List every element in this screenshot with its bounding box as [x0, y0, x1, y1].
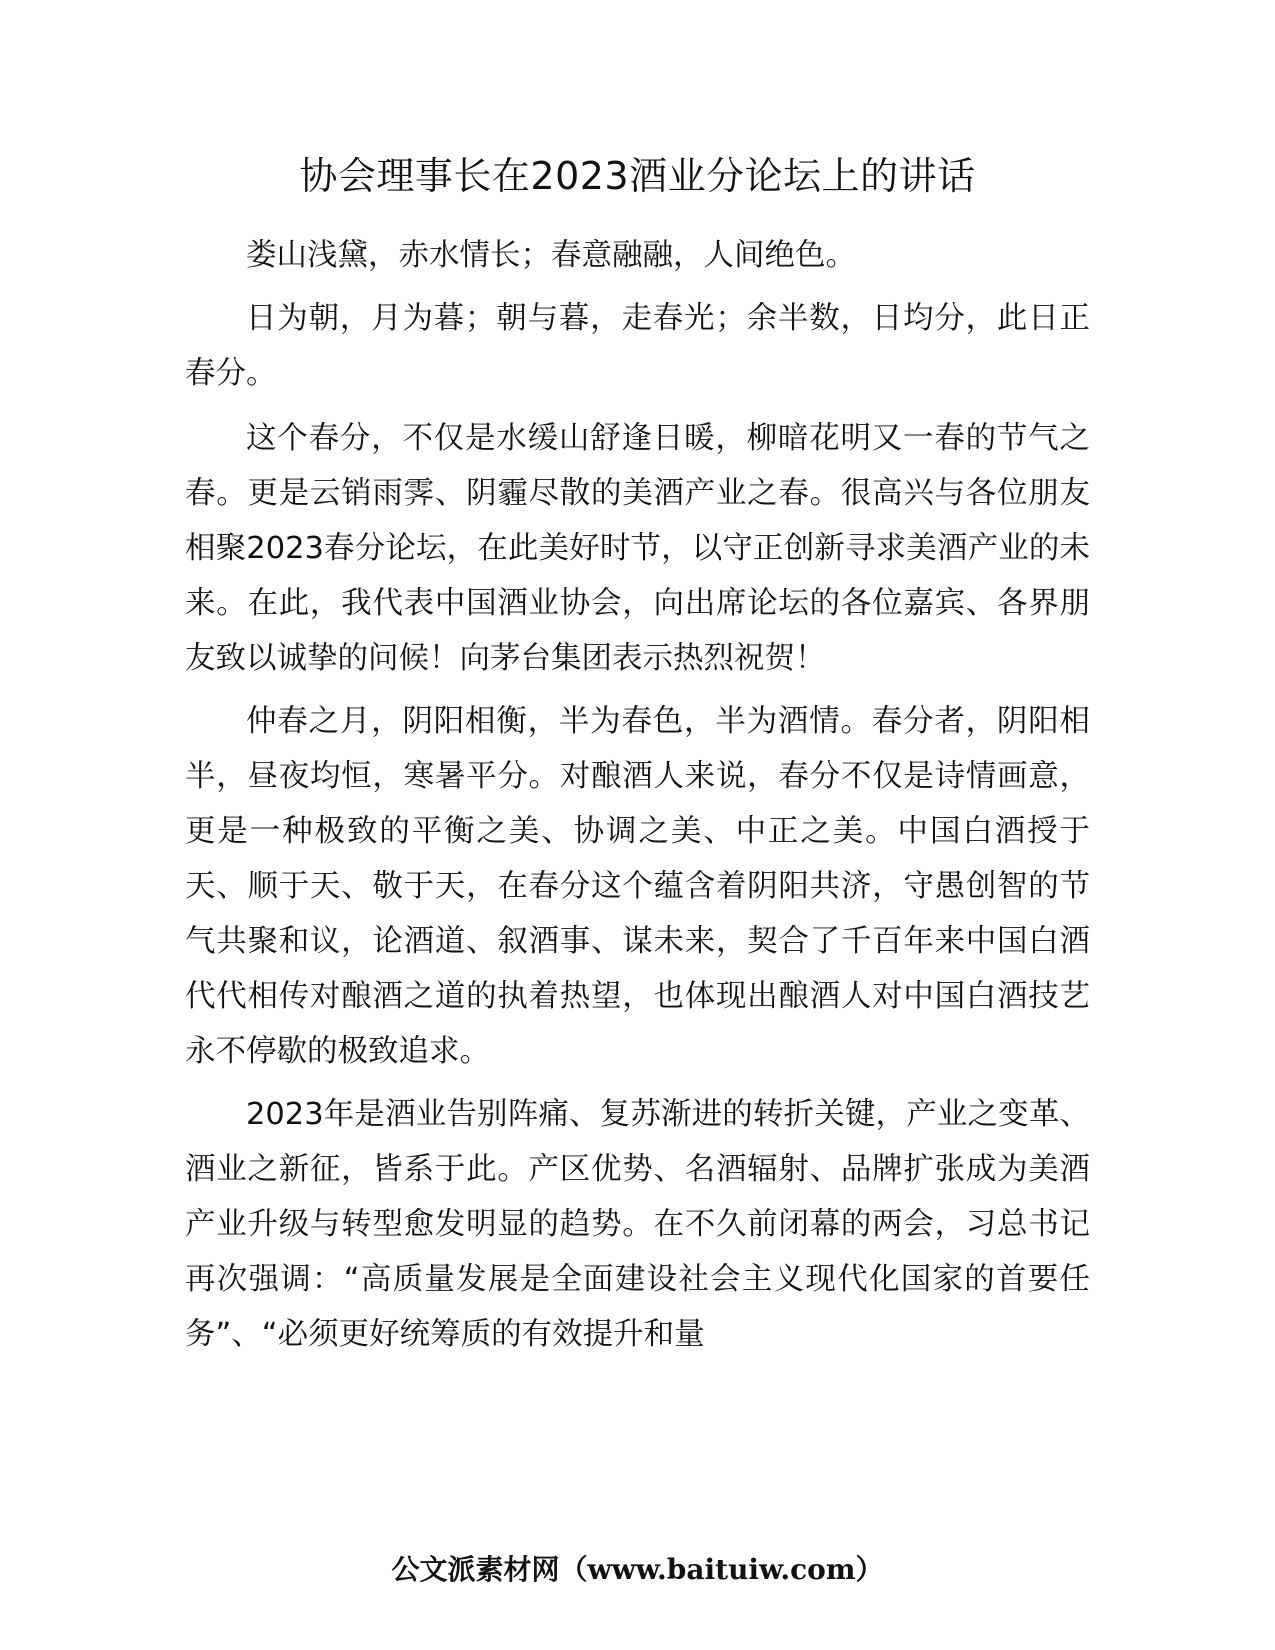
document-title: 协会理事长在2023酒业分论坛上的讲话 — [299, 154, 976, 198]
paragraph-3: 这个春分，不仅是水缓山舒逢日暖，柳暗花明又一春的节气之春。更是云销雨霁、阴霾尽散的美酒产业之春。很高兴与各位朋友相聚2023春分论坛，在此美好时节，以守正创新寻求美酒产业的未来。在此，我代表中国酒业协会，向出席论坛的各位嘉宾、各界朋友致以诚挚的问候！向茅台集团表示热烈祝贺！ — [185, 421, 1090, 676]
paragraph-2: 日为朝，月为暮；朝与暮，走春光；余半数，日均分，此日正春分。 — [185, 301, 1090, 391]
paragraph-5: 2023年是酒业告别阵痛、复苏渐进的转折关键，产业之变革、酒业之新征，皆系于此。产区优势、名酒辐射、品牌扩张成为美酒产业升级与转型愈发明显的趋势。在不久前闭幕的两会，习总书记再次强调：“高质量发展是全面建设社会主义现代化国家的首要任务”、“必须更好统筹质的有效提升和量 — [185, 1097, 1090, 1352]
paragraph-1: 娄山浅黛，赤水情长；春意融融，人间绝色。 — [246, 238, 856, 273]
document-body — [185, 228, 1090, 1370]
footer-watermark: 公文派素材网（www.baituiw.com） — [391, 1553, 884, 1586]
paragraph-4: 仲春之月，阴阳相衡，半为春色，半为酒情。春分者，阴阳相半，昼夜均恒，寒暑平分。对酿酒人来说，春分不仅是诗情画意，更是一种极致的平衡之美、协调之美、中正之美。中国白酒授于天、顺于天、敬于天，在春分这个蕴含着阴阳共济，守愚创智的节气共聚和议，论酒道、叙酒事、谋未来，契合了千百年来中国白酒代代相传对酿酒之道的执着热望，也体现出酿酒人对中国白酒技艺永不停歇的极致追求。 — [185, 704, 1090, 1069]
